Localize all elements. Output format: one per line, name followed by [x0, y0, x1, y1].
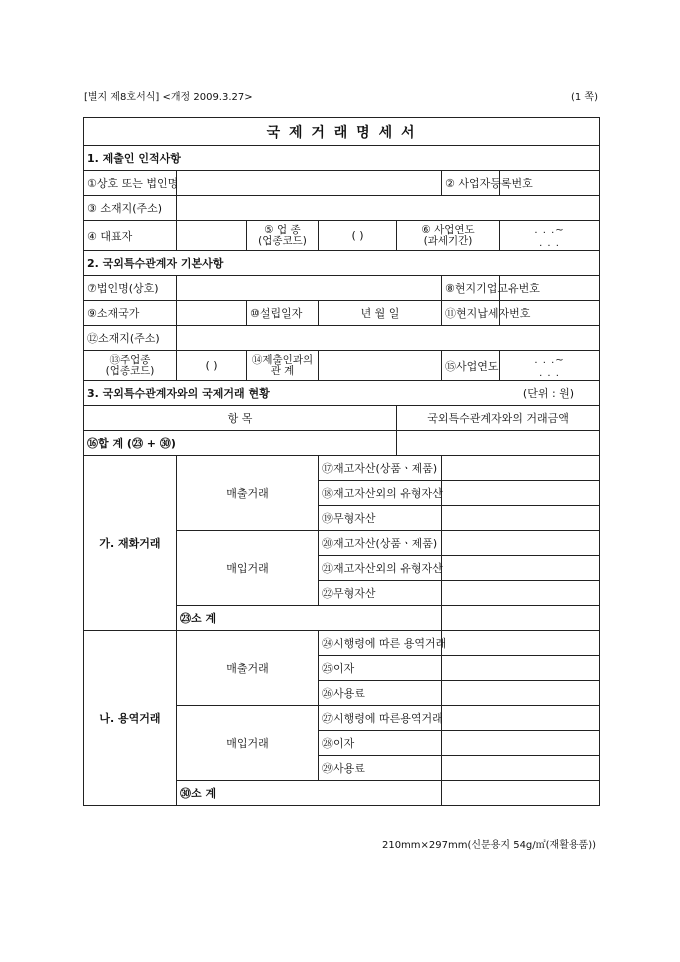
goods-subtotal-label: ㉓소 계	[177, 606, 442, 631]
services-purchase-label: 매입거래	[177, 706, 319, 781]
industry-code-field[interactable]: ( )	[319, 221, 397, 251]
country-field[interactable]	[177, 301, 247, 326]
services-purchase-item: ㉘이자	[319, 731, 442, 756]
international-transaction-form	[83, 117, 600, 806]
services-subtotal-field[interactable]	[442, 781, 600, 806]
goods-purchase-item: ㉒무형자산	[319, 581, 442, 606]
form-title: 국 제 거 래 명 세 서	[84, 118, 600, 146]
corp-label: ⑦법인명(상호)	[84, 276, 177, 301]
goods-sales-item: ⑱재고자산외의 유형자산	[319, 481, 442, 506]
goods-purchase-item: ㉑재고자산외의 유형자산	[319, 556, 442, 581]
services-sales-item: ㉕이자	[319, 656, 442, 681]
amount-field[interactable]	[442, 756, 600, 781]
amount-field[interactable]	[442, 631, 600, 656]
amount-field[interactable]	[442, 656, 600, 681]
services-subtotal-label: ㉚소 계	[177, 781, 442, 806]
amount-field[interactable]	[442, 556, 600, 581]
amount-field[interactable]	[442, 506, 600, 531]
goods-sales-label: 매출거래	[177, 456, 319, 531]
col-item-header: 항 목	[84, 406, 397, 431]
rep-field[interactable]	[177, 221, 247, 251]
goods-subtotal-field[interactable]	[442, 606, 600, 631]
col-amount-header: 국외특수관계자와의 거래금액	[397, 406, 600, 431]
services-purchase-item: ㉙사용료	[319, 756, 442, 781]
local-id-label: ⑧현지기업고유번호	[442, 276, 500, 301]
country-label: ⑨소재국가	[84, 301, 177, 326]
total-label: ⑯합 계 (㉓ + ㉚)	[84, 431, 397, 456]
fiscal2-label: ⑮사업연도	[442, 351, 500, 381]
section1-heading: 1. 제출인 인적사항	[84, 146, 600, 171]
form-reference: [별지 제8호서식] <개정 2009.3.27>	[84, 92, 253, 103]
taxid-label: ⑪현지납세자번호	[442, 301, 500, 326]
amount-field[interactable]	[442, 581, 600, 606]
goods-sales-item: ⑰재고자산(상품ㆍ제품)	[319, 456, 442, 481]
fiscal-label: ⑥ 사업연도 (과세기간)	[397, 221, 500, 251]
amount-field[interactable]	[442, 481, 600, 506]
address-field[interactable]	[177, 196, 600, 221]
industry2-code-field[interactable]: ( )	[177, 351, 247, 381]
page-number: (1 쪽)	[570, 92, 598, 103]
services-purchase-item: ㉗시행령에 따른용역거래	[319, 706, 442, 731]
industry-label: ⑤ 업 종 (업종코드)	[247, 221, 319, 251]
amount-field[interactable]	[442, 681, 600, 706]
industry2-label: ⑬주업종 (업종코드)	[84, 351, 177, 381]
rep-label: ④ 대표자	[84, 221, 177, 251]
total-amount-field[interactable]	[397, 431, 600, 456]
goods-label: 가. 재화거래	[84, 456, 177, 631]
name-label: ①상호 또는 법인명	[84, 171, 177, 196]
corp-field[interactable]	[177, 276, 442, 301]
services-sales-item: ㉔시행령에 따른 용역거래	[319, 631, 442, 656]
goods-purchase-label: 매입거래	[177, 531, 319, 606]
fiscal2-field[interactable]: . . .~ . . .	[500, 351, 600, 381]
relation-field[interactable]	[319, 351, 442, 381]
bizno-label: ② 사업자등록번호	[442, 171, 500, 196]
amount-field[interactable]	[442, 456, 600, 481]
services-label: 나. 용역거래	[84, 631, 177, 806]
relation-label: ⑭제출인과의 관 계	[247, 351, 319, 381]
goods-sales-item: ⑲무형자산	[319, 506, 442, 531]
section2-heading: 2. 국외특수관계자 기본사항	[84, 251, 600, 276]
section3-heading: 3. 국외특수관계자와의 국제거래 현황 (단위 : 원)	[84, 381, 600, 406]
address2-label: ⑫소재지(주소)	[84, 326, 177, 351]
address-label: ③ 소재지(주소)	[84, 196, 177, 221]
amount-field[interactable]	[442, 531, 600, 556]
amount-field[interactable]	[442, 731, 600, 756]
amount-field[interactable]	[442, 706, 600, 731]
name-field[interactable]	[177, 171, 442, 196]
paper-spec-footer: 210mm×297mm(신문용지 54g/㎡(재활용품))	[381, 840, 596, 851]
estab-label: ⑩설립일자	[247, 301, 319, 326]
address2-field[interactable]	[177, 326, 600, 351]
fiscal-field[interactable]: . . .~ . . .	[500, 221, 600, 251]
unit-label: (단위 : 원)	[522, 387, 575, 400]
services-sales-label: 매출거래	[177, 631, 319, 706]
estab-field[interactable]: 년 월 일	[319, 301, 442, 326]
goods-purchase-item: ⑳재고자산(상품ㆍ제품)	[319, 531, 442, 556]
services-sales-item: ㉖사용료	[319, 681, 442, 706]
